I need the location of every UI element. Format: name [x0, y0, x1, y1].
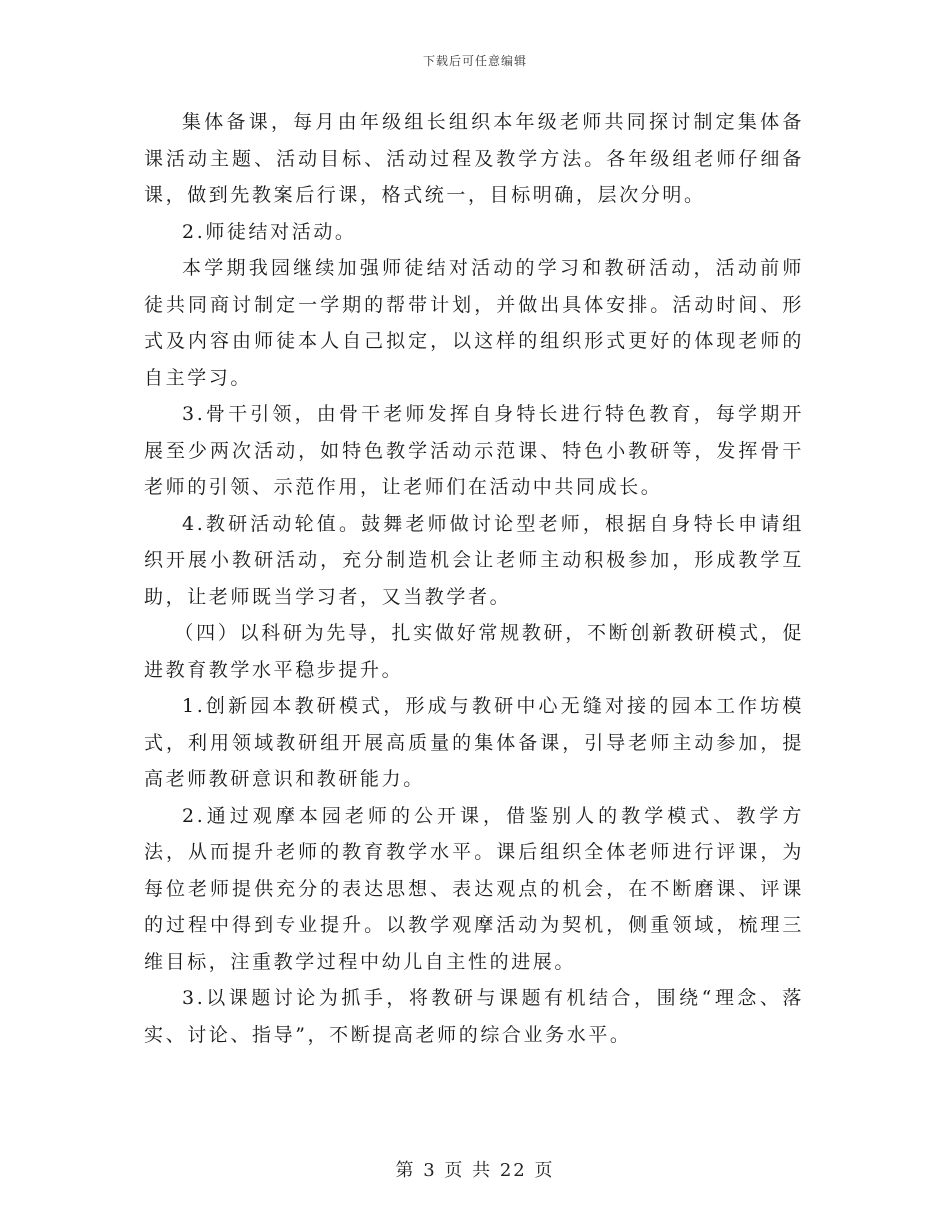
paragraph-collective-lesson-prep: 集体备课，每月由年级组长组织本年级老师共同探讨制定集体备课活动主题、活动目标、活动过程及教学方法。各年级组老师仔细备课，做到先教案后行课，格式统一，目标明确，层次分明。 [144, 111, 804, 206]
page-number-footer: 第 3 页 共 22 页 [395, 1160, 555, 1181]
paragraph-observation: 2.通过观摩本园老师的公开课，借鉴别人的教学模式、教学方法，从而提升老师的教育教学水平。课后组织全体老师进行评课，为每位老师提供充分的表达思想、表达观点的机会，在不断磨课、评课的过程中得到专业提升。以教学观摩活动为契机，侧重领域，梳理三维目标，注重教学过程中幼儿自主性的进展。 [144, 804, 804, 973]
paragraph-backbone-lead: 3.骨干引领，由骨干老师发挥自身特长进行特色教育，每学期开展至少两次活动，如特色教学活动示范课、特色小教研等，发挥骨干老师的引领、示范作用，让老师们在活动中共同成长。 [144, 403, 804, 498]
page-header: 下载后可任意编辑 [422, 54, 527, 68]
paragraph-rotation: 4.教研活动轮值。鼓舞老师做讨论型老师，根据自身特长申请组织开展小教研活动，充分制造机会让老师主动积极参加，形成教学互助，让老师既当学习者，又当教学者。 [144, 512, 804, 608]
paragraph-innovation-model: 1.创新园本教研模式，形成与教研中心无缝对接的园本工作坊模式，利用领域教研组开展高质量的集体备课，引导老师主动参加，提高老师教研意识和教研能力。 [144, 695, 804, 790]
paragraph-mentor-heading: 2.师徒结对活动。 [182, 220, 357, 243]
paragraph-mentor-activity: 本学期我园继续加强师徒结对活动的学习和教研活动，活动前师徒共同商讨制定一学期的帮带计划，并做出具体安排。活动时间、形式及内容由师徒本人自己拟定，以这样的组织形式更好的体现老师的自主学习。 [144, 257, 804, 389]
paragraph-research-topic: 3.以课题讨论为抓手，将教研与课题有机结合，围绕“理念、落实、讨论、指导”，不断提高老师的综合业务水平。 [144, 987, 804, 1046]
section-heading-four: （四）以科研为先导，扎实做好常规教研，不断创新教研模式，促进教育教学水平稳步提升。 [144, 622, 804, 681]
document-body [144, 104, 804, 1053]
